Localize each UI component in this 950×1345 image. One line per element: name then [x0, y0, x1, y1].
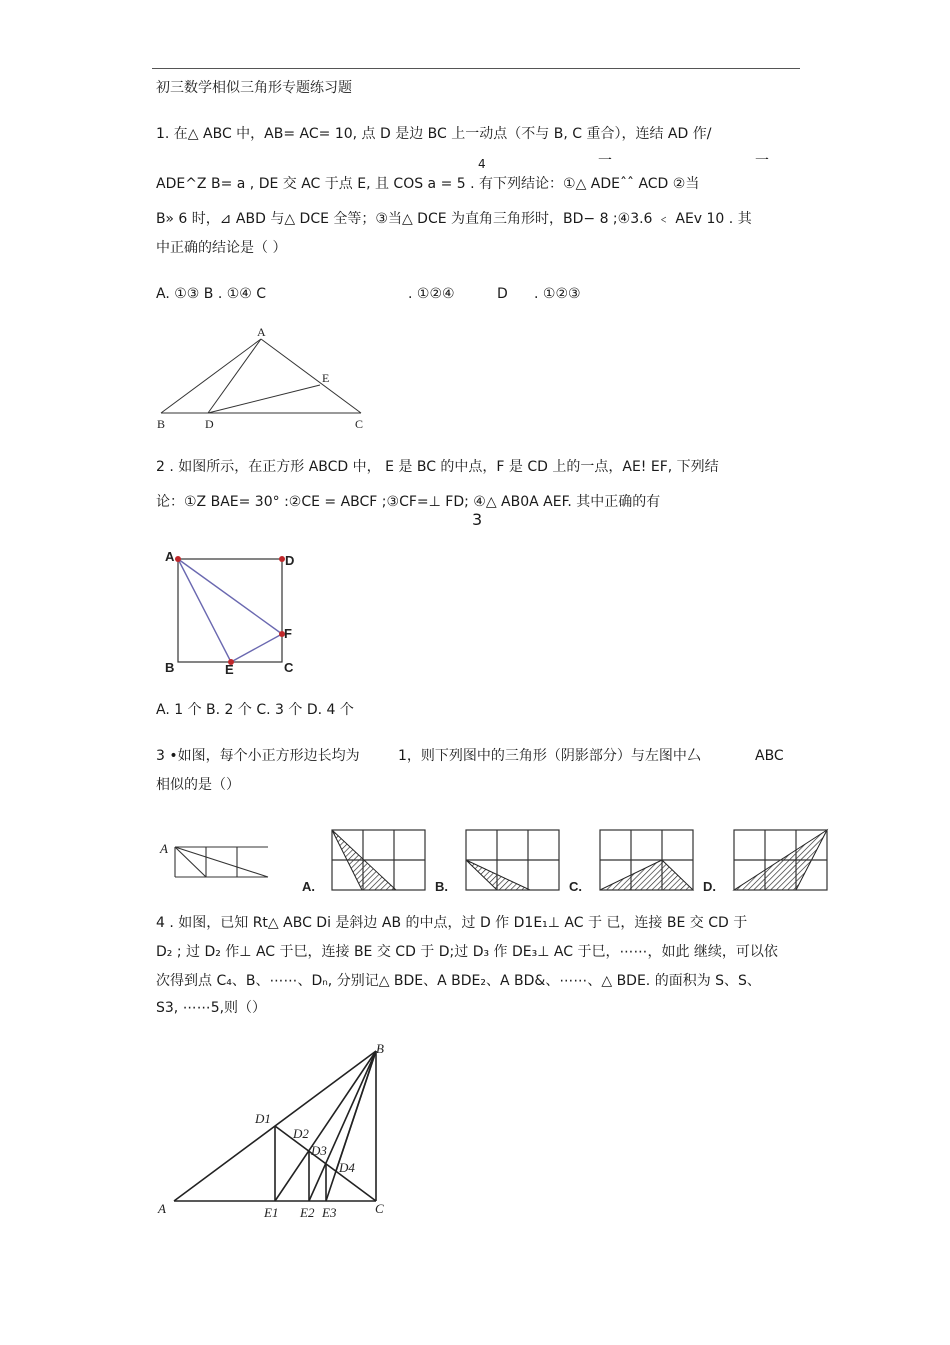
q1-dash-1: 一	[598, 153, 612, 169]
q3-grid-figures	[150, 820, 840, 900]
q1-line3: B» 6 时，⊿ ABD 与△ DCE 全等；③当△ DCE 为直角三角形时，BD− 8 ;④3.6 ﹤ AEv 10 . 其	[156, 211, 752, 227]
q4-label-d1: D1	[255, 1111, 271, 1126]
q4-label-e2: E2	[300, 1205, 315, 1220]
q3-option-a-grid	[302, 830, 425, 894]
q4-label-c: C	[375, 1201, 384, 1216]
q4-label-d2: D2	[293, 1126, 309, 1141]
q2-options: A. 1 个 B. 2 个 C. 3 个 D. 4 个	[156, 702, 354, 718]
q1-dash-2: 一	[755, 153, 769, 169]
q3-option-d-grid	[703, 830, 827, 894]
q2-label-b: B	[165, 660, 175, 675]
q1-label-a: A	[257, 325, 266, 339]
q2-below-number: 3	[472, 510, 483, 529]
q4-label-a: A	[158, 1201, 166, 1216]
q2-label-e: E	[225, 662, 234, 677]
q3-option-d-label: D.	[703, 879, 716, 894]
q3-line1-b: 1，则下列图中的三角形（阴影部分）与左图中厶	[398, 748, 701, 764]
q2-line2: 论：①Z BAE= 30° :②CE = ABCF ;③CF=⊥ FD; ④△ AB0A AEF. 其中正确的有	[156, 494, 661, 510]
q4-triangle-figure	[150, 1035, 410, 1235]
q2-label-c: C	[284, 660, 294, 675]
q1-line4: 中正确的结论是（ ）	[156, 240, 287, 256]
q3-line1-c: ABC	[755, 748, 784, 764]
q1-option-d: . ①②③	[534, 286, 581, 302]
q1-option-d-letter: D	[497, 286, 508, 302]
q4-label-d4: D4	[339, 1160, 355, 1175]
q3-line1-a: 3 •如图，每个小正方形边长均为	[156, 748, 360, 764]
q1-label-b: B	[157, 417, 166, 431]
q1-label-e: E	[322, 371, 330, 385]
q1-line1: 1. 在△ ABC 中，AB= AC= 10, 点 D 是边 BC 上一动点（不与 B, C 重合），连结 AD 作/	[156, 126, 712, 142]
q2-label-d: D	[285, 553, 295, 568]
q1-label-c: C	[355, 417, 364, 431]
q3-option-b-label: B.	[435, 879, 448, 894]
q1-label-d: D	[205, 417, 214, 431]
q1-line2: ADE^Z B= a , DE 交 AC 于点 E, 且 COS a = 5 . 有下列结论：①△ ADEˆˆ ACD ②当	[156, 176, 700, 192]
q2-square-figure	[160, 545, 310, 680]
q4-label-e1: E1	[264, 1205, 279, 1220]
q2-line1: 2 . 如图所示，在正方形 ABCD 中， E 是 BC 的中点，F 是 CD 上的一点，AE! EF, 下列结	[156, 459, 719, 475]
q4-line1: 4 . 如图，已知 Rt△ ABC Di 是斜边 AB 的中点，过 D 作 D1E₁⊥ AC 于 已，连接 BE 交 CD 于	[156, 915, 748, 931]
q1-option-c: . ①②④	[408, 286, 455, 302]
q3-option-c-grid	[569, 830, 693, 894]
q2-label-f: F	[284, 626, 292, 641]
q3-label-a: A	[160, 841, 168, 856]
q1-option-ab: A. ①③ B . ①④ C	[156, 286, 267, 302]
q4-line2: D₂ ; 过 D₂ 作⊥ AC 于巳，连接 BE 交 CD 于 D;过 D₃ 作 DE₃⊥ AC 于巳，⋯⋯，如此 继续，可以依	[156, 944, 778, 960]
q4-label-e3: E3	[322, 1205, 337, 1220]
q2-label-a: A	[165, 549, 175, 564]
q1-triangle-figure	[150, 325, 380, 435]
q4-line3: 次得到点 C₄、B、⋯⋯、Dₙ, 分别记△ BDE、A BDE₂、A BD&、⋯⋯、△ BDE. 的面积为 S、S、	[156, 973, 761, 989]
q2-point-a	[175, 556, 181, 562]
q3-reference-grid	[159, 841, 268, 877]
q3-line2: 相似的是（）	[156, 777, 240, 793]
q4-label-d3: D3	[311, 1143, 327, 1158]
header-rule	[152, 68, 800, 69]
q4-line4: S3, ⋯⋯5,则（）	[156, 1000, 267, 1016]
q3-option-a-label: A.	[302, 879, 315, 894]
q1-superscript: 4	[478, 157, 486, 171]
q3-option-c-label: C.	[569, 879, 582, 894]
q4-label-b: B	[376, 1041, 384, 1056]
q3-option-b-grid	[435, 830, 559, 894]
page-title: 初三数学相似三角形专题练习题	[156, 80, 352, 96]
